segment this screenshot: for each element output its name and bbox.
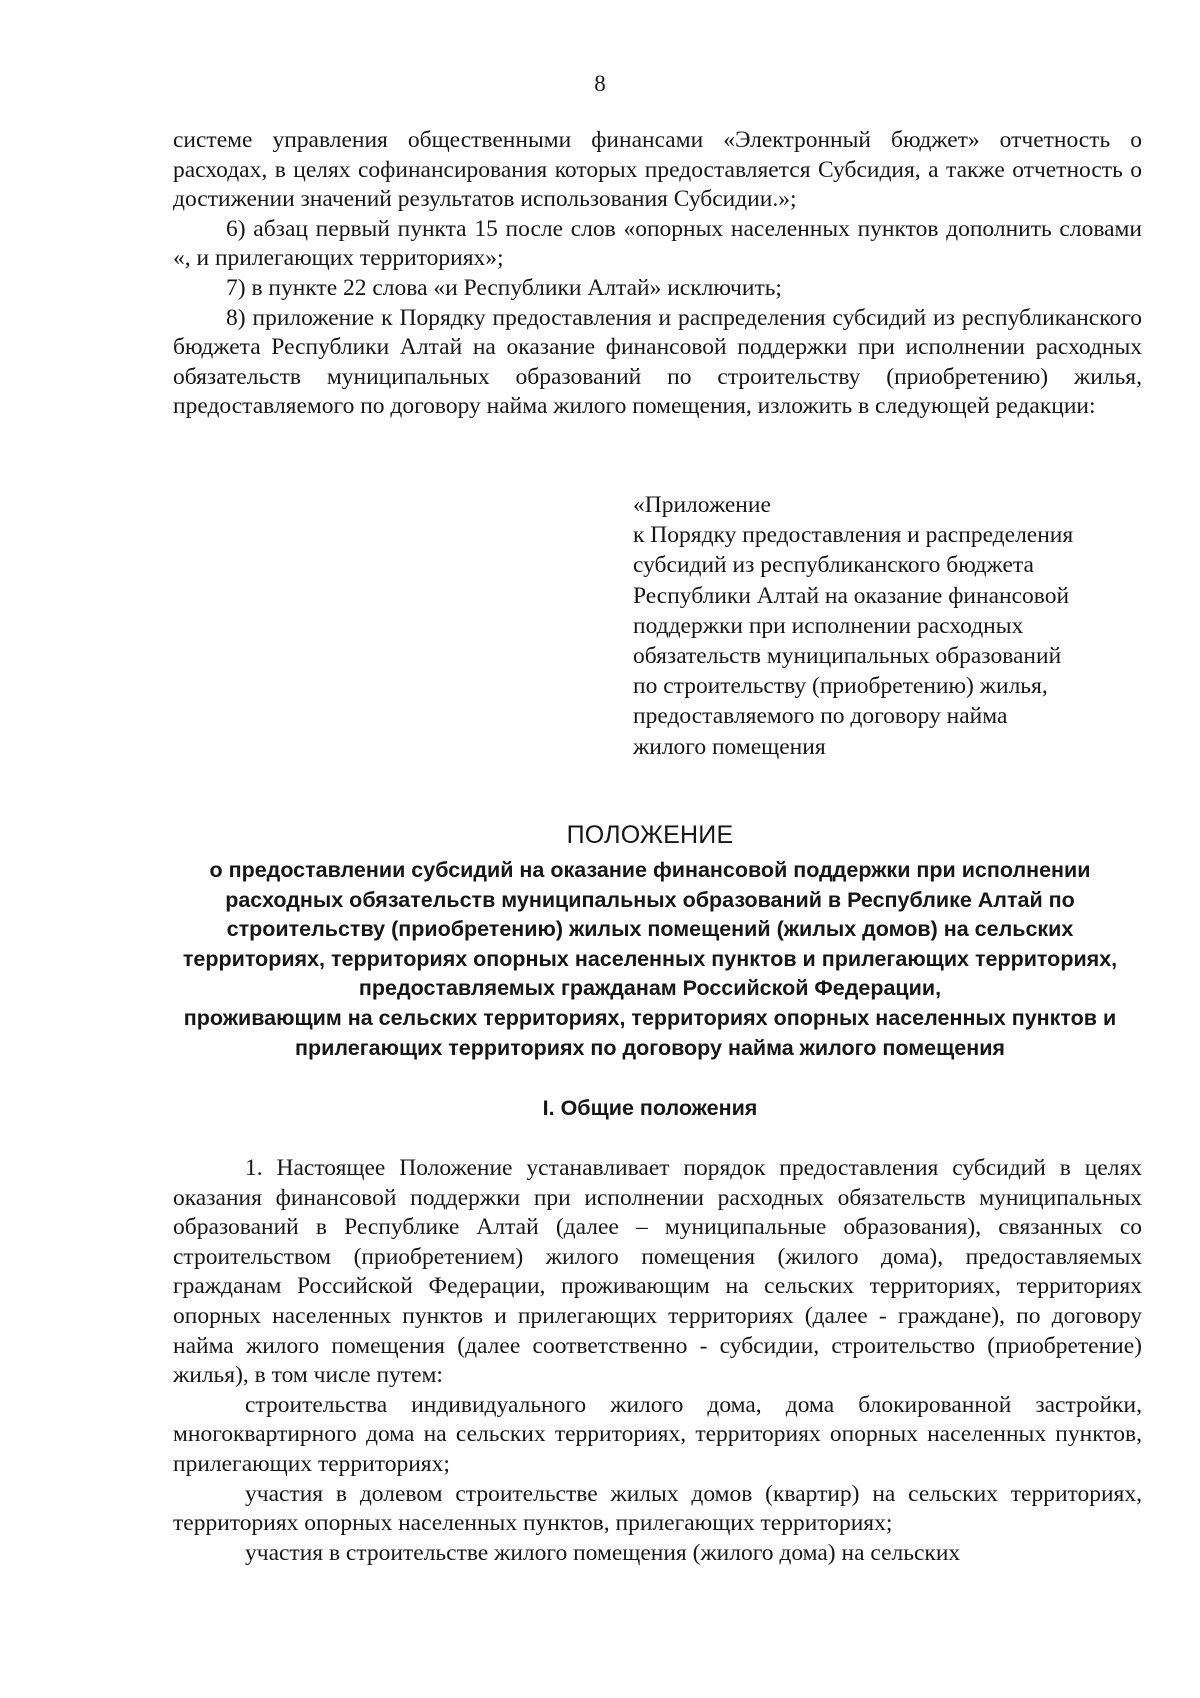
appendix-note [633, 490, 1143, 762]
top-text-block [173, 126, 1142, 422]
document-heading [150, 820, 1150, 1063]
subtitle-line: о предоставлении субсидий на оказание финансовой поддержки при исполнении [209, 858, 1091, 882]
appendix-note-line: Республики Алтай на оказание финансовой [633, 582, 1070, 609]
appendix-note-line: субсидий из республиканского бюджета [633, 552, 1034, 579]
paragraph-continuation: системе управления общественными финансами «Электронный бюджет» отчетность о расходах, в целях софинансирования которых предоставляется Субсидия, а также отчетность о достижении значений результатов использования Субсидии.»; [173, 127, 1142, 213]
appendix-note-line: «Приложение [633, 492, 771, 518]
page-number: 8 [594, 71, 606, 96]
section-heading: I. Общие положения [542, 1096, 758, 1120]
appendix-note-line: к Порядку предоставления и распределения [633, 522, 1074, 549]
document-title: ПОЛОЖЕНИЕ [566, 821, 734, 849]
appendix-note-line: жилого помещения [633, 733, 826, 760]
subtitle-line: прилегающих территориях по договору найма жилого помещения [295, 1035, 1005, 1060]
appendix-note-line: предоставляемого по договору найма [633, 703, 1008, 730]
subtitle-line: предоставляемых гражданам Российской Федерации, [358, 976, 942, 1001]
subtitle-line: расходных обязательств муниципальных образований в Республике Алтай по [225, 887, 1075, 912]
appendix-note-line: обязательств муниципальных образований [633, 643, 1062, 670]
section-body [173, 1154, 1142, 1568]
document-subtitle [150, 856, 1150, 1063]
paragraph-clause-1: 1. Настоящее Положение устанавливает порядок предоставления субсидий в целях оказания финансовой поддержки при исполнении расходных обязательств муниципальных образований в Республике Алтай (далее – муниципальные образования), связанных со строительством (приобретением) жилого помещения (жилого дома), предоставляемых гражданам Российской Федерации, проживающим на сельских территориях, территориях опорных населенных пунктов и прилегающих территориях (далее - граждане), по договору найма жилого помещения (далее соответственно - субсидии, строительство (приобретение) жилья), в том числе путем: [173, 1155, 1142, 1389]
paragraph-clause-item: участия в строительстве жилого помещения (жилого дома) на сельских [245, 1539, 961, 1566]
subtitle-line: проживающим на сельских территориях, территориях опорных населенных пунктов и [183, 1005, 1117, 1030]
paragraph-clause-item: участия в долевом строительстве жилых домов (квартир) на сельских территориях, территориях опорных населенных пунктов, прилегающих территориях; [173, 1480, 1142, 1537]
paragraph-item-7: 7) в пункте 22 слова «и Республики Алтай» исключить; [226, 274, 782, 301]
paragraph-item-8: 8) приложение к Порядку предоставления и распределения субсидий из республиканского бюджета Республики Алтай на оказание финансовой поддержки при исполнении расходных обязательств муниципальных образований по строительству (приобретению) жилья, предоставляемого по договору найма жилого помещения, изложить в следующей редакции: [173, 304, 1142, 420]
paragraph-clause-item: строительства индивидуального жилого дома, дома блокированной застройки, многоквартирного дома на сельских территориях, территориях опорных населенных пунктов, прилегающих территориях; [173, 1391, 1142, 1477]
appendix-note-line: поддержки при исполнении расходных [633, 612, 1024, 639]
paragraph-item-6: 6) абзац первый пункта 15 после слов «опорных населенных пунктов дополнить словами «, и прилегающих территориях»; [173, 215, 1142, 272]
subtitle-line: строительству (приобретению) жилых помещений (жилых домов) на сельских [226, 917, 1074, 942]
subtitle-line: территориях, территориях опорных населенных пунктов и прилегающих территориях, [182, 946, 1118, 971]
appendix-note-line: по строительству (приобретению) жилья, [633, 673, 1048, 700]
